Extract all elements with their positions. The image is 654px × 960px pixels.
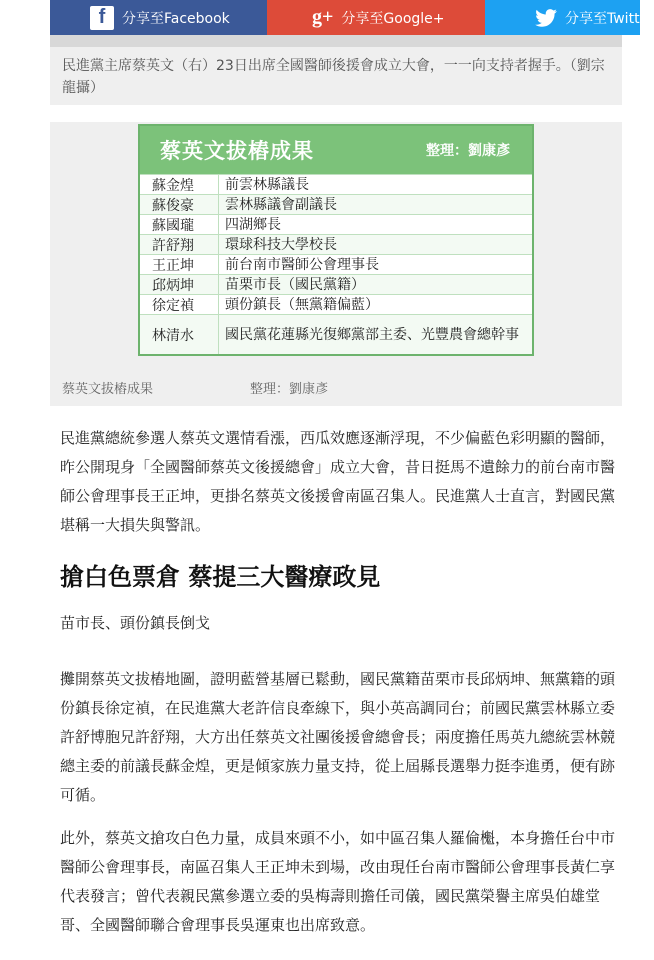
table-row [140,294,532,314]
table-cell-title: 頭份鎮長（無黨籍偏藍） [225,296,379,313]
table-cell-name: 林清水 [140,315,219,354]
table-editor: 整理：劉康彥 [426,143,510,159]
table-row [140,274,532,294]
table-row [140,234,532,254]
table-header [140,126,532,174]
figure-credit: 整理：劉康彥 [250,382,329,397]
table-cell-name: 許舒翔 [140,235,219,254]
table-cell-title: 前雲林縣議長 [225,176,309,193]
table-cell-name: 徐定禎 [140,295,219,314]
section-headline: 搶白色票倉 蔡提三大醫療政見 [60,563,381,591]
figure-box [50,122,622,406]
figure-caption: 蔡英文拔樁成果 [62,382,154,397]
table-cell-name: 蘇金煌 [140,175,219,194]
section-subhead: 苗市長、頭份鎮長倒戈 [60,614,211,632]
table-cell-title: 國民黨花蓮縣光復鄉黨部主委、光豐農會總幹事 [225,326,519,343]
twitter-bird-icon [535,9,557,27]
share-facebook-label: 分享至Facebook [122,10,230,27]
table-cell-name: 蘇俊豪 [140,195,219,214]
share-twitter-label: 分享至Twitter [565,10,654,27]
table-cell-title: 環球科技大學校長 [225,236,337,253]
article-paragraph-1: 民進黨總統參選人蔡英文選情看漲，西瓜效應逐漸浮現，不少偏藍色彩明顯的醫師，昨公開現身「全國醫師蔡英文後援總會」成立大會，昔日挺馬不遺餘力的前台南市醫師公會理事長王正坤，更掛名蔡英文後援會南區召集人。民進黨人士直言，對國民黨堪稱一大損失與警訊。 [60,429,616,534]
table-row [140,214,532,234]
table-cell-title: 前台南市醫師公會理事長 [225,256,379,273]
table-cell-name: 王正坤 [140,255,219,274]
table-title: 蔡英文拔樁成果 [160,139,314,163]
google-plus-icon: g+ [312,6,334,28]
info-table [138,124,534,356]
share-facebook-button[interactable] [50,0,267,35]
share-google-label: 分享至Google+ [341,10,445,27]
share-google-button[interactable] [267,0,485,35]
article-paragraph-2: 攤開蔡英文拔樁地圖，證明藍營基層已鬆動，國民黨籍苗栗市長邱炳坤、無黨籍的頭份鎮長徐定禎，在民進黨大老許信良牽線下，與小英高調同台；前國民黨雲林縣立委許舒博胞兄許舒翔，大方出任蔡英文社團後援會總會長；兩度擔任馬英九總統雲林競總主委的前議長蘇金煌，更是傾家族力量支持，從上屆縣長選舉力挺李進勇，便有跡可循。 [60,670,616,804]
article-paragraph-3: 此外，蔡英文搶攻白色力量，成員來頭不小，如中區召集人羅倫櫆，本身擔任台中市醫師公會理事長，南區召集人王正坤未到場，改由現任台南市醫師公會理事長黃仁享代表發言；曾代表親民黨參選立委的吳梅壽則擔任司儀，國民黨榮譽主席吳伯雄堂哥、全國醫師聯合會理事長吳運東也出席致意。 [60,829,616,934]
photo-image [50,35,622,47]
table-cell-name: 蘇國瓏 [140,215,219,234]
share-twitter-button[interactable] [485,0,654,35]
table-row [140,314,532,354]
table-body [140,174,532,354]
photo-caption: 民進黨主席蔡英文（右）23日出席全國醫師後援會成立大會，一一向支持者握手。（劉宗龍攝） [50,47,622,105]
table-cell-title: 苗栗市長（國民黨籍） [225,276,365,293]
table-row [140,254,532,274]
table-cell-name: 邱炳坤 [140,275,219,294]
facebook-icon: f [90,6,114,30]
share-bar [50,0,654,35]
table-row [140,174,532,194]
table-row [140,194,532,214]
table-cell-title: 雲林縣議會副議長 [225,196,337,213]
table-cell-title: 四湖鄉長 [225,216,281,233]
